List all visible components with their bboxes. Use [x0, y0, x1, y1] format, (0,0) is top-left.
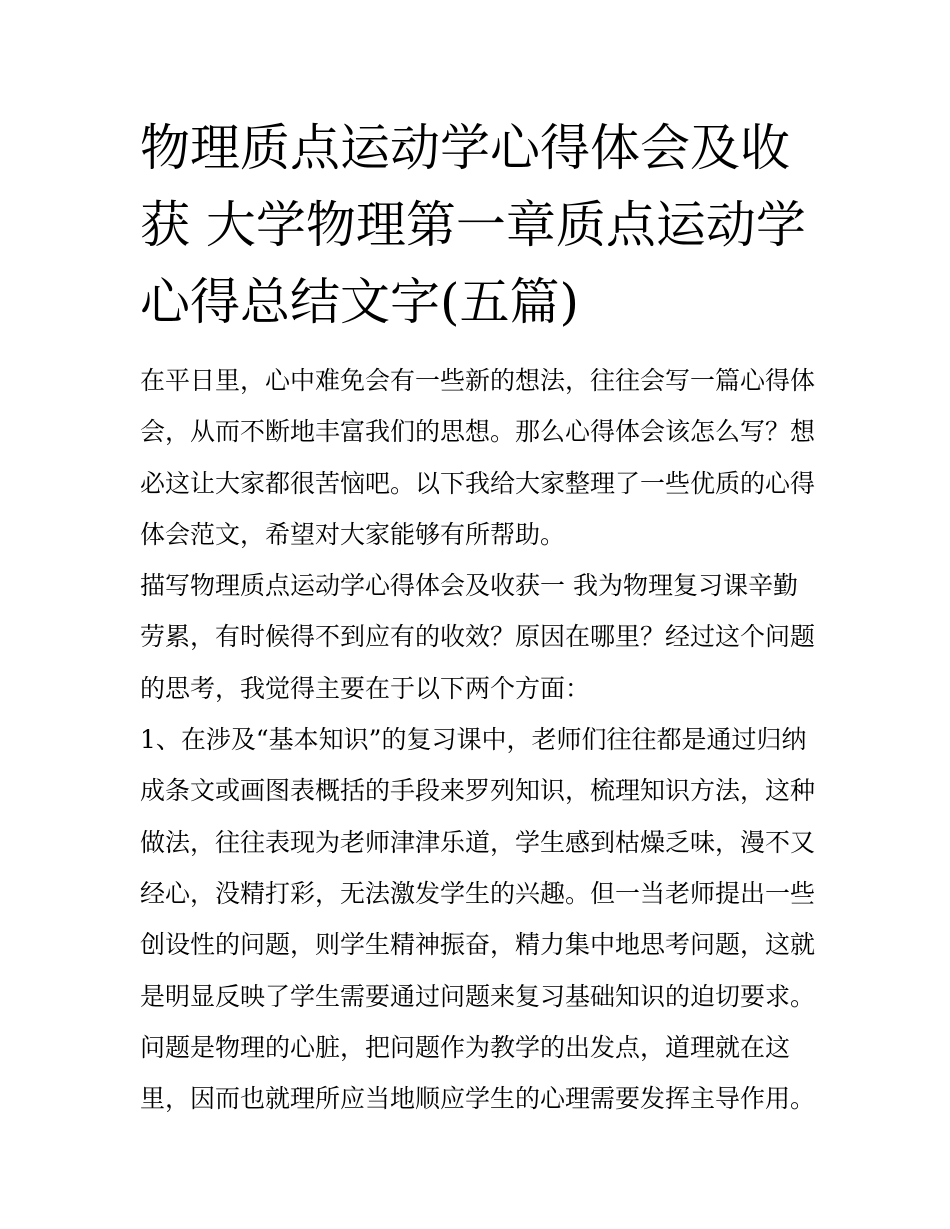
document-body — [140, 355, 820, 1124]
paragraph-intro: 在平日里，心中难免会有一些新的想法，往往会写一篇心得体会，从而不断地丰富我们的思想。那么心得体会该怎么写？想必这让大家都很苦恼吧。以下我给大家整理了一些优质的心得体会范文，希望对大家能够有所帮助。 — [140, 366, 816, 549]
paragraph-point-one: 1、在涉及“基本知识”的复习课中，老师们往往都是通过归纳成条文或画图表概括的手段来罗列知识，梳理知识方法，这种做法，往往表现为老师津津乐道，学生感到枯燥乏味，漫不又经心，没精打彩，无法激发学生的兴趣。但一当老师提出一些创设性的问题，则学生精神振奋，精力集中地思考问题，这就是明显反映了学生需要通过问题来复习基础知识的迫切要求。问题是物理的心脏，把问题作为教学的出发点，道理就在这里，因而也就理所应当地顺应学生的心理需要发挥主导作用。 — [140, 725, 816, 1114]
paragraph-section-one: 描写物理质点运动学心得体会及收获一 我为物理复习课辛勤劳累，有时候得不到应有的收效？原因在哪里？经过这个问题的思考，我觉得主要在于以下两个方面： — [140, 571, 816, 703]
document-title: 物理质点运动学心得体会及收获 大学物理第一章质点运动学心得总结文字(五篇) — [140, 119, 806, 331]
